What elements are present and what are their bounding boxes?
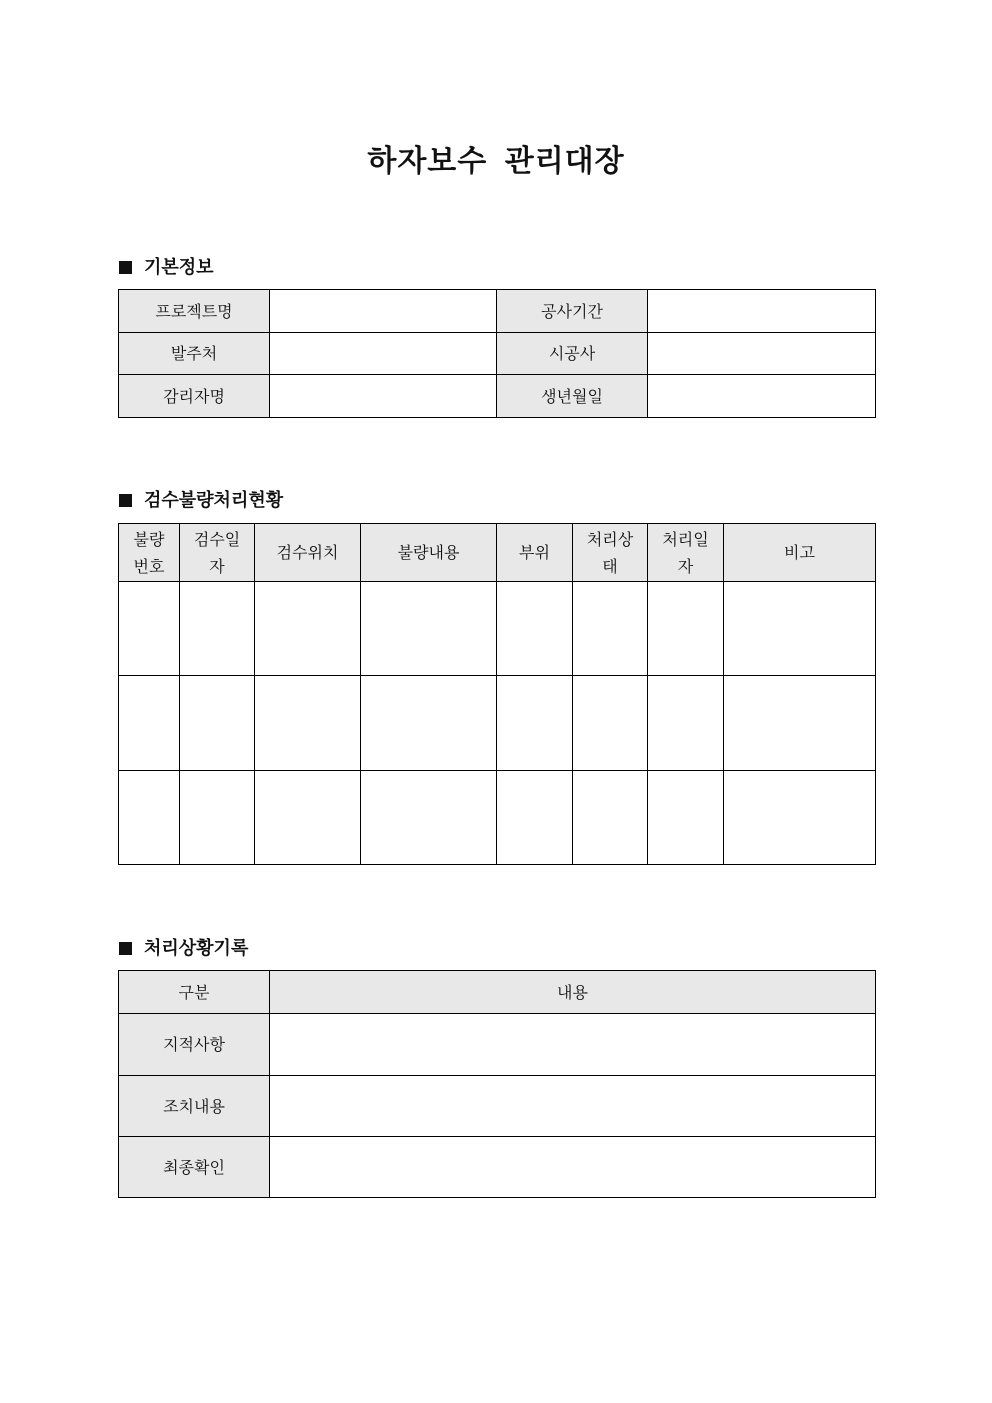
table-cell[interactable] [648,771,724,865]
field-label: 시공사 [497,333,648,375]
table-cell[interactable] [497,771,573,865]
table-cell[interactable] [361,676,497,771]
supervisor-name-field[interactable] [270,375,497,418]
square-bullet-icon [119,261,132,274]
field-label: 생년월일 [497,375,648,418]
row-label: 조치내용 [119,1076,270,1137]
column-header: 부위 [497,524,573,582]
section-heading-records [119,934,248,960]
table-cell[interactable] [648,676,724,771]
row-label: 지적사항 [119,1014,270,1076]
table-cell[interactable] [119,582,180,676]
client-field[interactable] [270,333,497,375]
table-cell[interactable] [497,676,573,771]
square-bullet-icon [119,494,132,507]
section-title: 검수불량처리현황 [144,490,284,511]
table-row [119,290,876,333]
row-label: 최종확인 [119,1137,270,1198]
table-cell[interactable] [724,771,876,865]
field-label: 감리자명 [119,375,270,418]
table-cell[interactable] [255,771,361,865]
square-bullet-icon [119,942,132,955]
final-check-content-field[interactable] [270,1137,876,1198]
table-cell[interactable] [573,771,648,865]
column-header: 처리상 태 [573,524,648,582]
table-row [119,676,876,771]
defect-status-table [118,523,876,865]
table-cell[interactable] [180,676,255,771]
column-header: 처리일 자 [648,524,724,582]
field-label: 공사기간 [497,290,648,333]
construction-period-field[interactable] [648,290,876,333]
birth-date-field[interactable] [648,375,876,418]
table-cell[interactable] [361,582,497,676]
column-header: 구분 [119,971,270,1014]
section-title: 처리상황기록 [144,938,249,959]
table-row [119,1014,876,1076]
table-cell[interactable] [573,676,648,771]
column-header: 비고 [724,524,876,582]
table-cell[interactable] [724,582,876,676]
section-heading-defects [119,486,283,512]
section-title: 기본정보 [144,257,214,278]
contractor-field[interactable] [648,333,876,375]
column-header: 불량내용 [361,524,497,582]
table-cell[interactable] [648,582,724,676]
project-name-field[interactable] [270,290,497,333]
column-header: 검수위치 [255,524,361,582]
table-cell[interactable] [361,771,497,865]
document-title: 하자보수 관리대장 [367,144,625,179]
table-cell[interactable] [119,771,180,865]
table-cell[interactable] [180,582,255,676]
field-label: 프로젝트명 [119,290,270,333]
issues-content-field[interactable] [270,1014,876,1076]
table-header-row [119,971,876,1014]
actions-content-field[interactable] [270,1076,876,1137]
table-row [119,1076,876,1137]
table-row [119,582,876,676]
table-cell[interactable] [573,582,648,676]
column-header: 불량 번호 [119,524,180,582]
processing-record-table [118,970,876,1198]
table-row [119,1137,876,1198]
table-cell[interactable] [724,676,876,771]
table-cell[interactable] [255,676,361,771]
basic-info-table [118,289,876,418]
table-cell[interactable] [255,582,361,676]
table-row [119,771,876,865]
column-header: 검수일 자 [180,524,255,582]
column-header: 내용 [270,971,876,1014]
table-cell[interactable] [119,676,180,771]
section-heading-basic-info [119,253,214,279]
table-row [119,375,876,418]
table-cell[interactable] [497,582,573,676]
field-label: 발주처 [119,333,270,375]
table-cell[interactable] [180,771,255,865]
table-header-row [119,524,876,582]
table-row [119,333,876,375]
